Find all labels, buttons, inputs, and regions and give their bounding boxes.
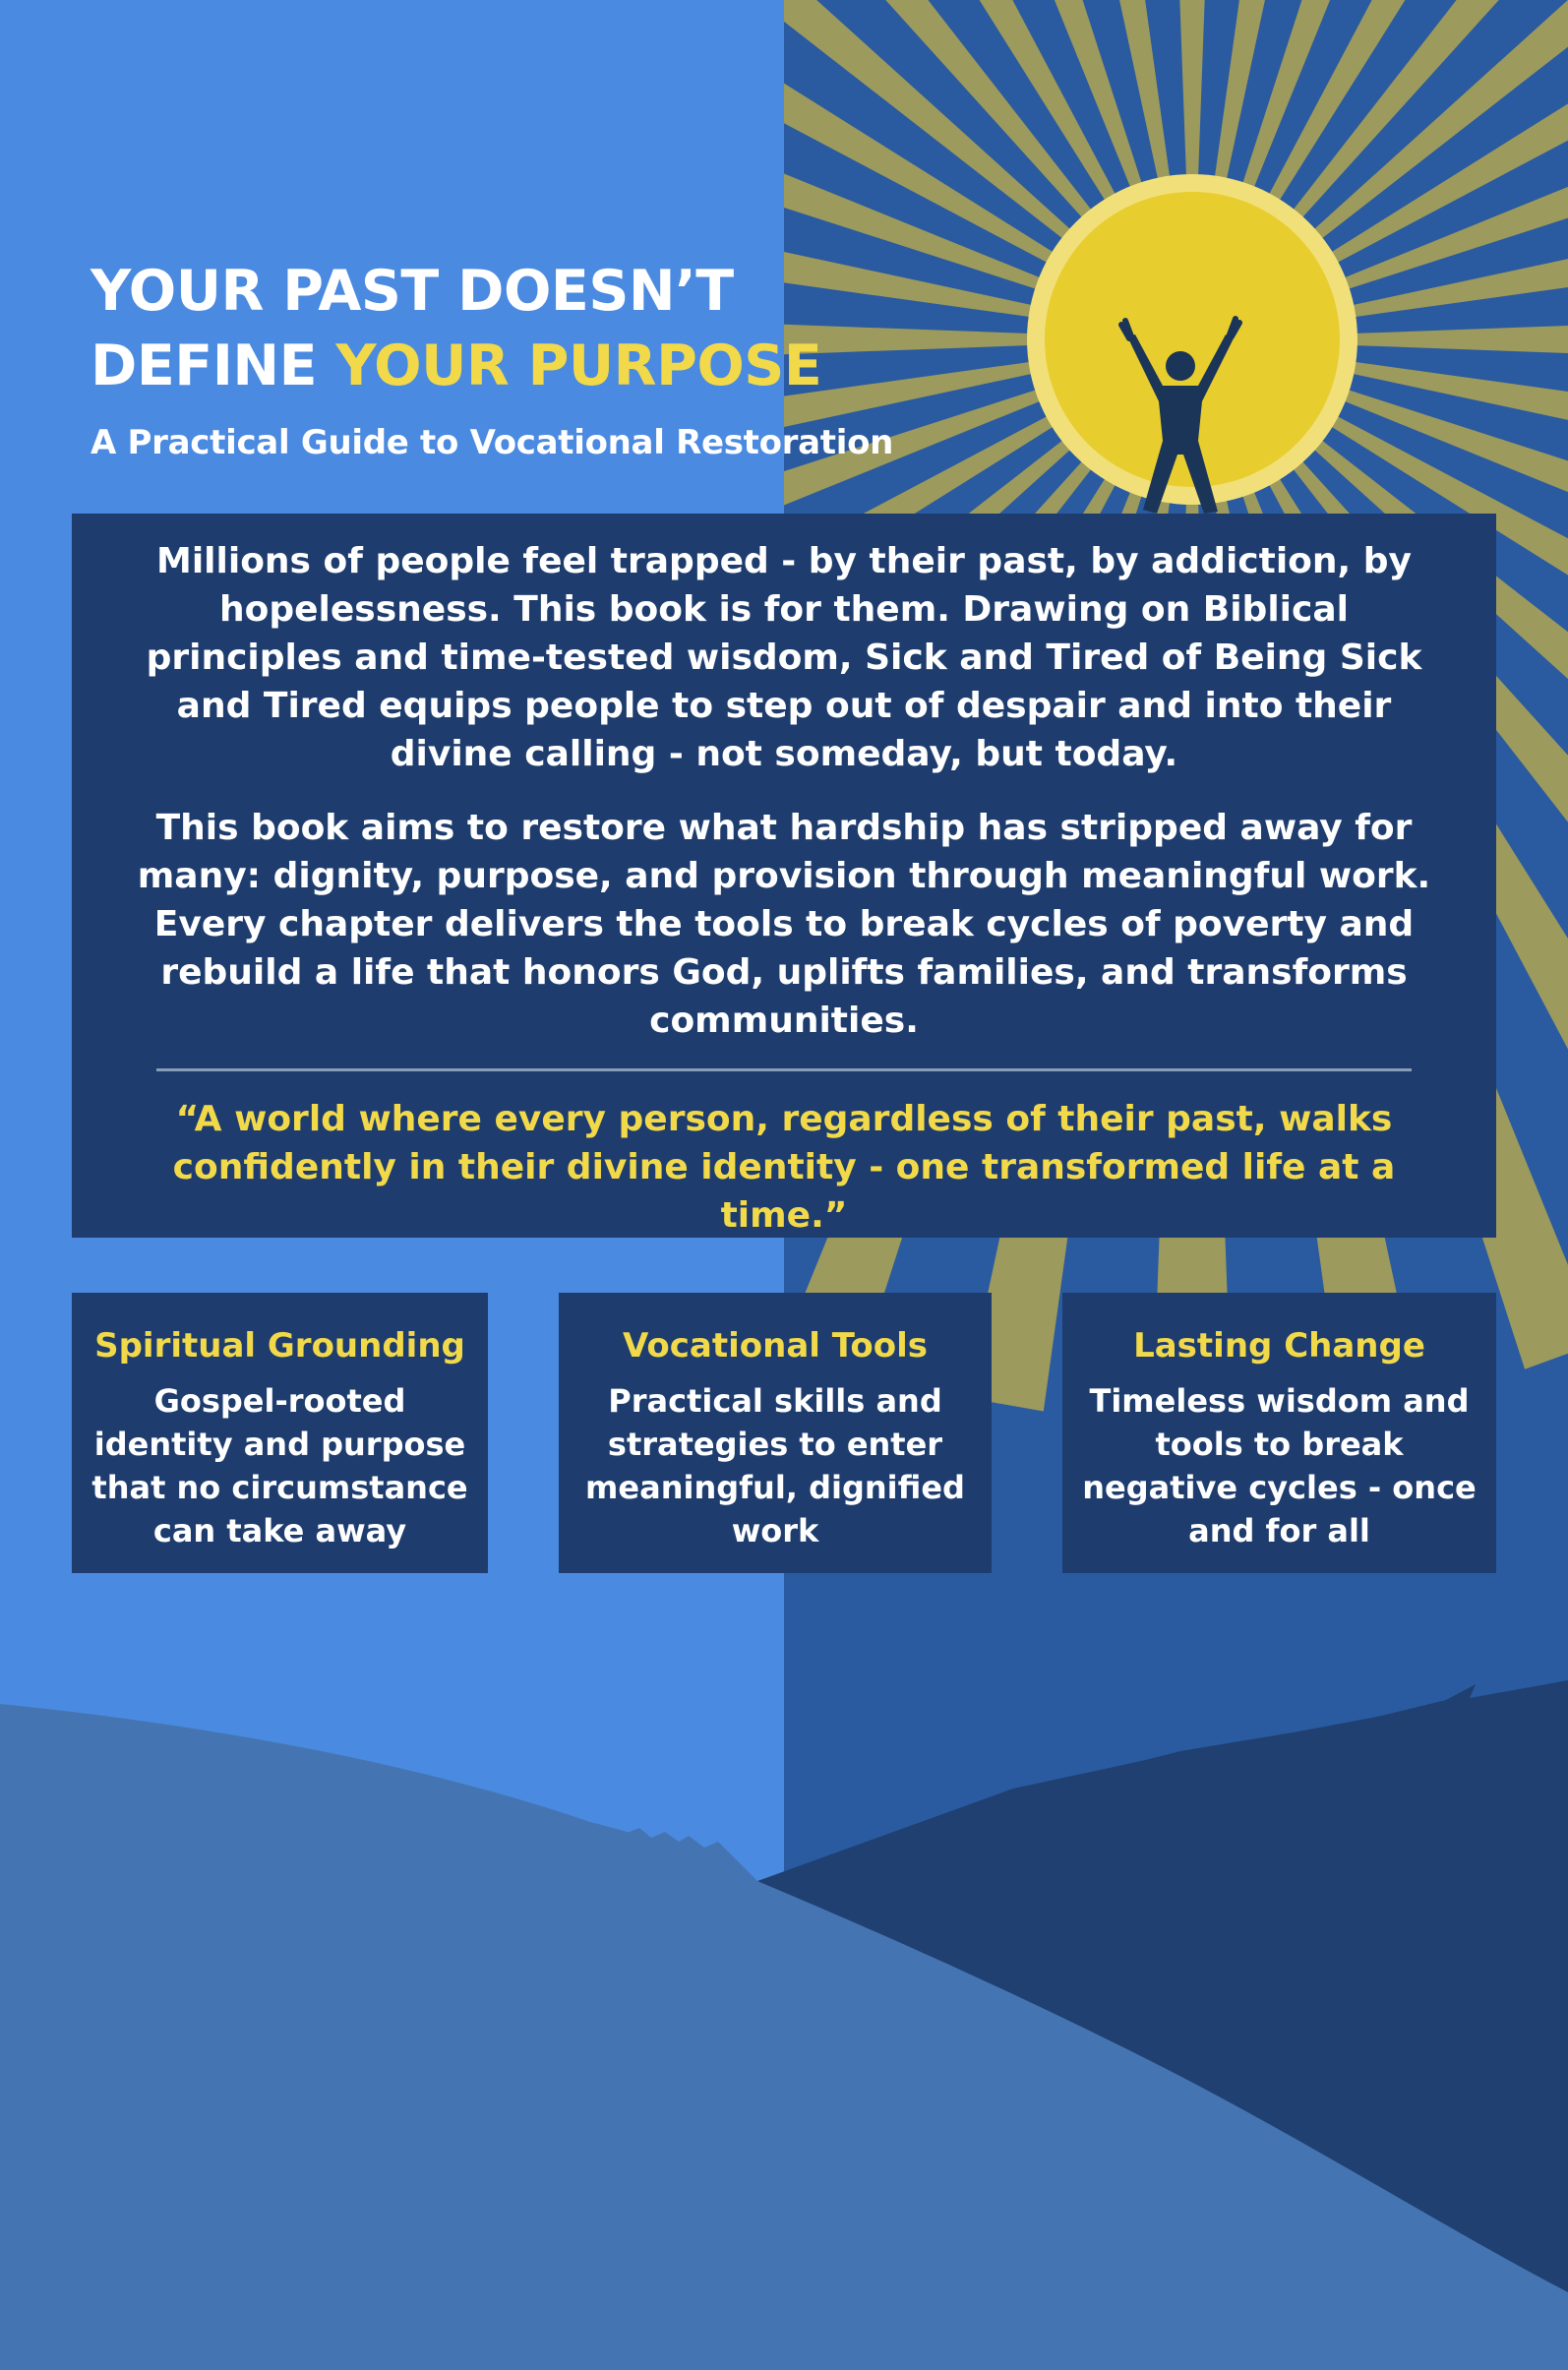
- feature-card-spiritual-grounding: [72, 1293, 488, 1573]
- feature-card-lasting-change: [1062, 1293, 1496, 1573]
- feature-card-vocational-tools: [559, 1293, 992, 1573]
- headline-line2-white: DEFINE: [90, 334, 318, 398]
- feature-title: Lasting Change: [1133, 1326, 1425, 1366]
- headline-highlight: YOUR PURPOSE: [335, 334, 822, 398]
- divider: [156, 1068, 1412, 1071]
- feature-title: Spiritual Grounding: [94, 1326, 465, 1366]
- feature-text: Practical skills and strategies to enter meaningful, dignified work: [585, 1382, 965, 1550]
- vision-quote: “A world where every person, regardless of their past, walks confidently in their divine identity - one transformed life at a time.”: [172, 1099, 1396, 1236]
- headline-line1: YOUR PAST DOESN’T: [90, 259, 734, 324]
- intro-paragraph-2: This book aims to restore what hardship has stripped away for many: dignity, purpose, and provision through meaningful work. Every chapter delivers the tools to break cycles of poverty and rebuild a life that honors God, uplifts families, and transforms communities.: [137, 808, 1431, 1041]
- feature-text: Gospel-rooted identity and purpose that no circumstance can take away: [91, 1382, 468, 1550]
- intro-box: [72, 514, 1496, 1238]
- feature-text: Timeless wisdom and tools to break negative cycles - once and for all: [1082, 1382, 1477, 1550]
- headline: [90, 254, 838, 403]
- feature-title: Vocational Tools: [622, 1326, 929, 1366]
- subtitle: A Practical Guide to Vocational Restoration: [90, 423, 894, 462]
- intro-paragraph-1: Millions of people feel trapped - by their past, by addiction, by hopelessness. This book is for them. Drawing on Biblical principles and time-tested wisdom, Sick and Tired of Being Sick and Tired equips people to step out of despair and into their divine calling - not someday, but today.: [146, 541, 1422, 774]
